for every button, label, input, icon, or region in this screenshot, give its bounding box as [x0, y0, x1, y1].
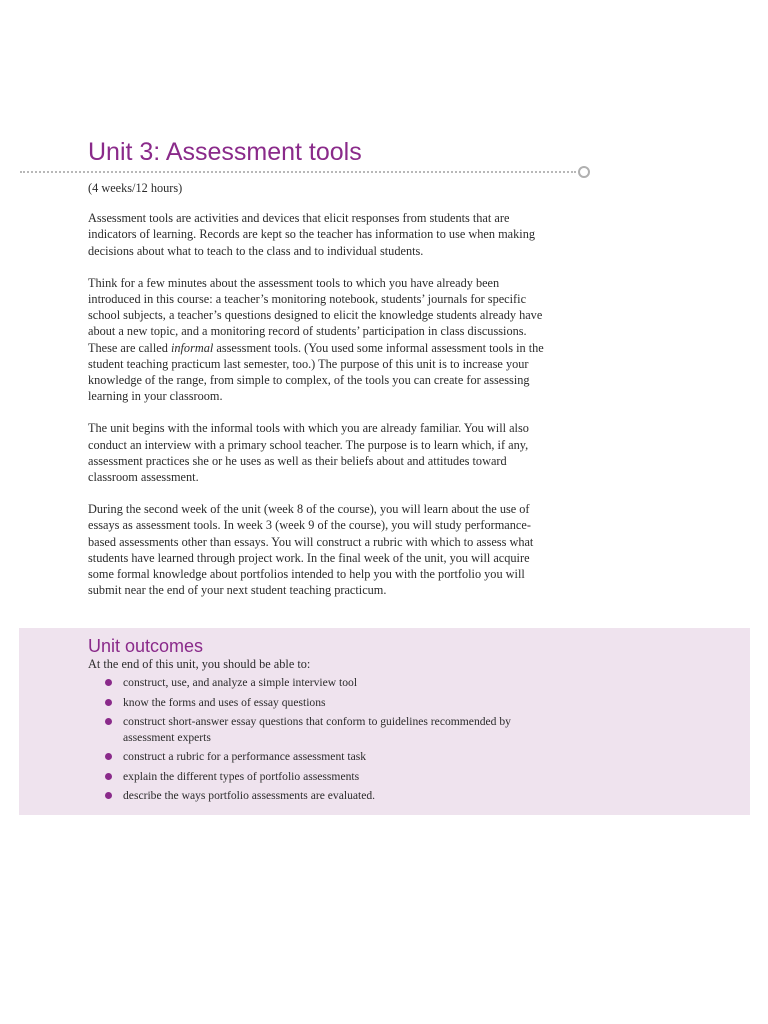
- list-item: [103, 788, 543, 804]
- circle-outline-icon: [578, 166, 590, 178]
- unit-duration: (4 weeks/12 hours): [88, 181, 183, 195]
- purple-dot-icon: [105, 718, 112, 725]
- outcomes-list: [103, 675, 543, 808]
- outcomes-intro: At the end of this unit, you should be able to:: [88, 657, 311, 671]
- outcome-text: construct a rubric for a performance assessment task: [123, 750, 367, 763]
- body-paragraph-2: [88, 275, 548, 405]
- purple-dot-icon: [105, 753, 112, 760]
- body-paragraph-3: The unit begins with the informal tools with which you are already familiar. You will also conduct an interview with a primary school teacher. The purpose is to learn which, if any, assessment practices she or he uses as well as their beliefs about and attitudes toward classroom assessment.: [88, 421, 529, 485]
- purple-dot-icon: [105, 773, 112, 780]
- body-paragraph-4: During the second week of the unit (week 8 of the course), you will learn about the use of essays as assessment tools. In week 3 (week 9 of the course), you will study performance-based assessments other than essays. You will construct a rubric with which to assess what students have learned through project work. In the final week of the unit, you will acquire some formal knowledge about portfolios intended to help you with the portfolio you will submit near the end of your next student teaching practicum.: [88, 502, 534, 598]
- outcomes-heading: Unit outcomes: [88, 636, 204, 656]
- unit-outcomes-box: [19, 628, 750, 815]
- outcome-text: describe the ways portfolio assessments are evaluated.: [123, 789, 376, 802]
- list-item: [103, 749, 543, 765]
- outcome-text: construct short-answer essay questions that conform to guidelines recommended by assessment experts: [123, 715, 511, 744]
- list-item: [103, 695, 543, 711]
- list-item: [103, 675, 543, 691]
- body-paragraph-1: Assessment tools are activities and devices that elicit responses from students that are indicators of learning. Records are kept so the teacher has information to use when making decisions about what to teach to the class and to individual students.: [88, 211, 535, 258]
- outcome-text: explain the different types of portfolio assessments: [123, 769, 360, 783]
- emphasized-term: informal: [170, 340, 214, 355]
- purple-dot-icon: [105, 679, 112, 686]
- purple-dot-icon: [105, 792, 112, 799]
- outcome-text: know the forms and uses of essay questions: [123, 695, 326, 709]
- list-item: [103, 769, 543, 785]
- unit-body: [88, 180, 548, 614]
- list-item: [103, 714, 543, 745]
- title-dotted-rule: [20, 171, 576, 173]
- purple-dot-icon: [105, 699, 112, 706]
- paragraph-text-before: Think for a few minutes about the assessment tools to which you have already been introduced in this course: a teacher’s monitoring notebook, students’ journals for specific school subjects, a teacher’s questions designed to elicit the knowledge students already have about a new topic, and a monitoring record of students’ participation in class discussions. These are called: [88, 275, 543, 355]
- paragraph-text-after: assessment tools. (You used some informal assessment tools in the student teaching practicum last semester, too.) The purpose of this unit is to increase your knowledge of the range, from simple to complex, of the tools you can create for assessing learning in your classroom.: [88, 340, 544, 404]
- outcome-text: construct, use, and analyze a simple interview tool: [123, 676, 358, 689]
- page-title: Unit 3: Assessment tools: [88, 138, 362, 166]
